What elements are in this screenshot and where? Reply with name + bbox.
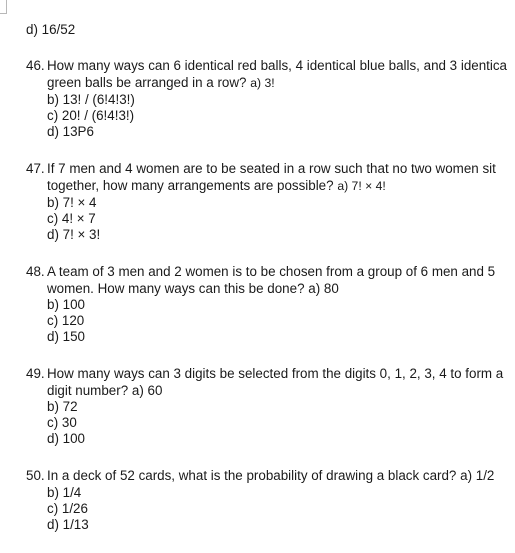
question-49-text: How many ways can 3 digits be selected from the digits 0, 1, 2, 3, 4 to form a <box>47 366 504 381</box>
question-48-number: 48. <box>26 264 45 279</box>
question-48-option-d: d) 150 <box>47 329 85 344</box>
previous-question-option-d: d) 16/52 <box>26 22 76 37</box>
question-46-text: How many ways can 6 identical red balls, 4 identical blue balls, and 3 identica <box>47 58 508 73</box>
question-47-option-b: b) 7! × 4 <box>47 195 97 210</box>
question-49-line-2 <box>47 383 162 399</box>
question-48-line-2 <box>47 281 339 297</box>
question-46-option-d: d) 13P6 <box>47 124 94 139</box>
question-47-text-cont: together, how many arrangements are possible? <box>47 178 334 193</box>
question-46-number: 46. <box>26 58 45 73</box>
question-46-line-2 <box>47 75 275 91</box>
question-50-option-d: d) 1/13 <box>47 517 89 532</box>
question-49-number: 49. <box>26 366 45 381</box>
question-47-line-1 <box>26 161 496 177</box>
question-46-option-a: a) 3! <box>250 76 275 90</box>
question-49-option-a: a) 60 <box>131 383 163 398</box>
question-50-option-b: b) 1/4 <box>47 485 82 500</box>
question-48-line-1 <box>26 264 495 280</box>
question-47-text: If 7 men and 4 women are to be seated in a row such that no two women sit <box>47 161 496 176</box>
question-50-line-1 <box>26 468 494 484</box>
question-50-option-a: a) 1/2 <box>460 468 495 483</box>
question-47-number: 47. <box>26 161 45 176</box>
question-49-option-d: d) 100 <box>47 431 85 446</box>
question-47-line-2 <box>47 178 386 194</box>
question-48-option-a: a) 80 <box>308 281 339 296</box>
question-48-option-b: b) 100 <box>47 297 85 312</box>
question-47-option-c: c) 4! × 7 <box>47 211 96 226</box>
question-46-option-b: b) 13! / (6!4!3!) <box>47 92 135 107</box>
question-48-text: A team of 3 men and 2 women is to be chosen from a group of 6 men and 5 <box>47 264 496 279</box>
question-49-text-cont: digit number? <box>47 383 129 398</box>
question-48-option-c: c) 120 <box>47 313 85 328</box>
question-50-text: In a deck of 52 cards, what is the probability of drawing a black card? <box>47 468 457 483</box>
question-49-option-c: c) 30 <box>47 415 77 430</box>
question-50-option-c: c) 1/26 <box>47 501 88 516</box>
question-48-text-cont: women. How many ways can this be done? <box>47 281 305 296</box>
question-47-option-d: d) 7! × 3! <box>47 227 101 242</box>
question-50-number: 50. <box>26 468 45 483</box>
question-49-option-b: b) 72 <box>47 399 78 414</box>
question-46-option-c: c) 20! / (6!4!3!) <box>47 108 135 123</box>
question-46-text-cont: green balls be arranged in a row? <box>47 75 247 90</box>
question-46-line-1 <box>26 58 507 74</box>
question-47-option-a: a) 7! × 4! <box>337 179 386 193</box>
question-49-line-1 <box>26 366 503 382</box>
page-corner-mark <box>0 0 7 14</box>
